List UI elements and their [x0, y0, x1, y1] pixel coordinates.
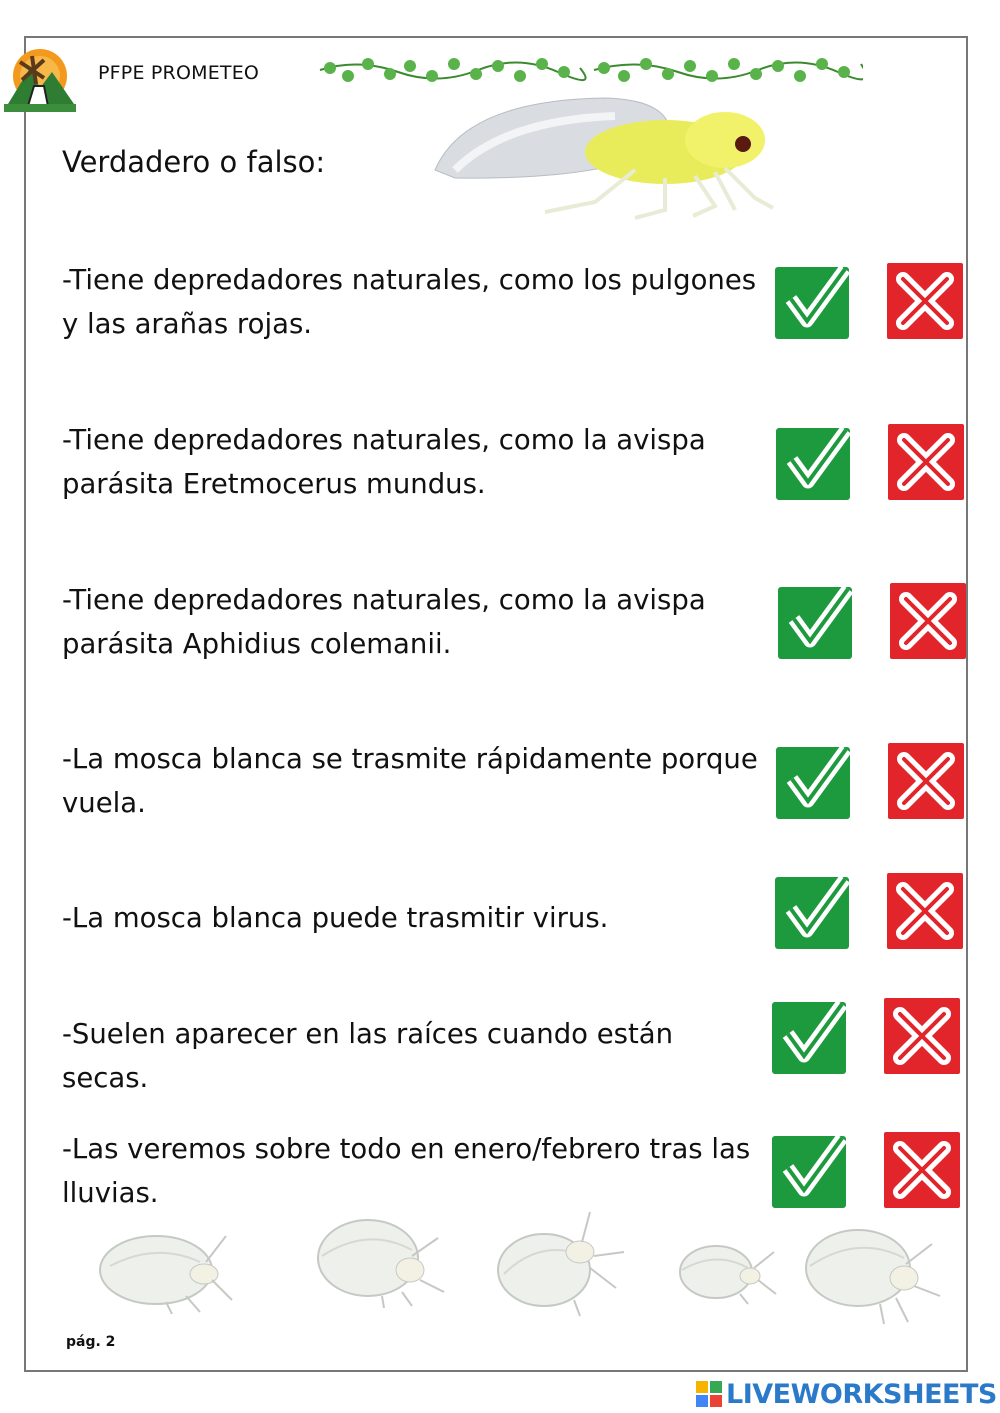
question-1-line2: y las arañas rojas.: [62, 308, 313, 340]
whitefly-drawing-icon: [490, 1208, 630, 1318]
question-2-line1: -Tiene depredadores naturales, como la avispa: [62, 424, 706, 456]
question-3: [62, 578, 762, 666]
whitefly-drawing-icon: [312, 1208, 452, 1308]
false-button-7[interactable]: [882, 1130, 962, 1210]
question-6: [62, 1012, 762, 1100]
false-button-3[interactable]: [888, 581, 968, 661]
whitefly-drawing-icon: [800, 1214, 944, 1326]
question-3-line1: -Tiene depredadores naturales, como la avispa: [62, 584, 706, 616]
false-button-4[interactable]: [886, 741, 966, 821]
true-button-6[interactable]: [770, 996, 850, 1076]
true-button-1[interactable]: [773, 261, 853, 341]
whitefly-drawing-icon: [676, 1236, 780, 1306]
question-1-line1: -Tiene depredadores naturales, como los pulgones: [62, 264, 757, 296]
question-6-line1: -Suelen aparecer en las raíces cuando están secas.: [62, 1018, 674, 1094]
school-logo-icon: [0, 38, 82, 118]
true-button-2[interactable]: [774, 422, 854, 502]
false-button-5[interactable]: [885, 871, 965, 951]
true-button-4[interactable]: [774, 741, 854, 821]
true-button-3[interactable]: [776, 581, 856, 661]
false-button-1[interactable]: [885, 261, 965, 341]
true-button-7[interactable]: [770, 1130, 850, 1210]
worksheet-title: Verdadero o falso:: [62, 145, 326, 179]
page-number: pág. 2: [66, 1334, 116, 1350]
true-button-5[interactable]: [773, 871, 853, 951]
whitefly-photo-icon: [425, 80, 785, 220]
whitefly-drawing-icon: [96, 1222, 236, 1314]
question-5-line1: -La mosca blanca puede trasmitir virus.: [62, 902, 609, 934]
question-2-line2: parásita Eretmocerus mundus.: [62, 468, 486, 500]
question-3-line2: parásita Aphidius colemanii.: [62, 628, 452, 660]
question-4-line2: vuela.: [62, 787, 146, 819]
liveworksheets-brand: [696, 1378, 997, 1410]
question-5: [62, 896, 762, 940]
question-7-line2: lluvias.: [62, 1177, 159, 1209]
false-button-2[interactable]: [886, 422, 966, 502]
school-name: PFPE PROMETEO: [98, 62, 260, 84]
question-4: [62, 737, 762, 825]
false-button-6[interactable]: [882, 996, 962, 1076]
question-7-line1: -Las veremos sobre todo en enero/febrero tras las: [62, 1133, 751, 1165]
liveworksheets-logo-icon: [696, 1381, 722, 1407]
question-4-line1: -La mosca blanca se trasmite rápidamente porque: [62, 743, 758, 775]
question-1: [62, 258, 762, 346]
brand-name: LIVEWORKSHEETS: [726, 1378, 997, 1410]
question-2: [62, 418, 762, 506]
question-7: [62, 1127, 762, 1215]
